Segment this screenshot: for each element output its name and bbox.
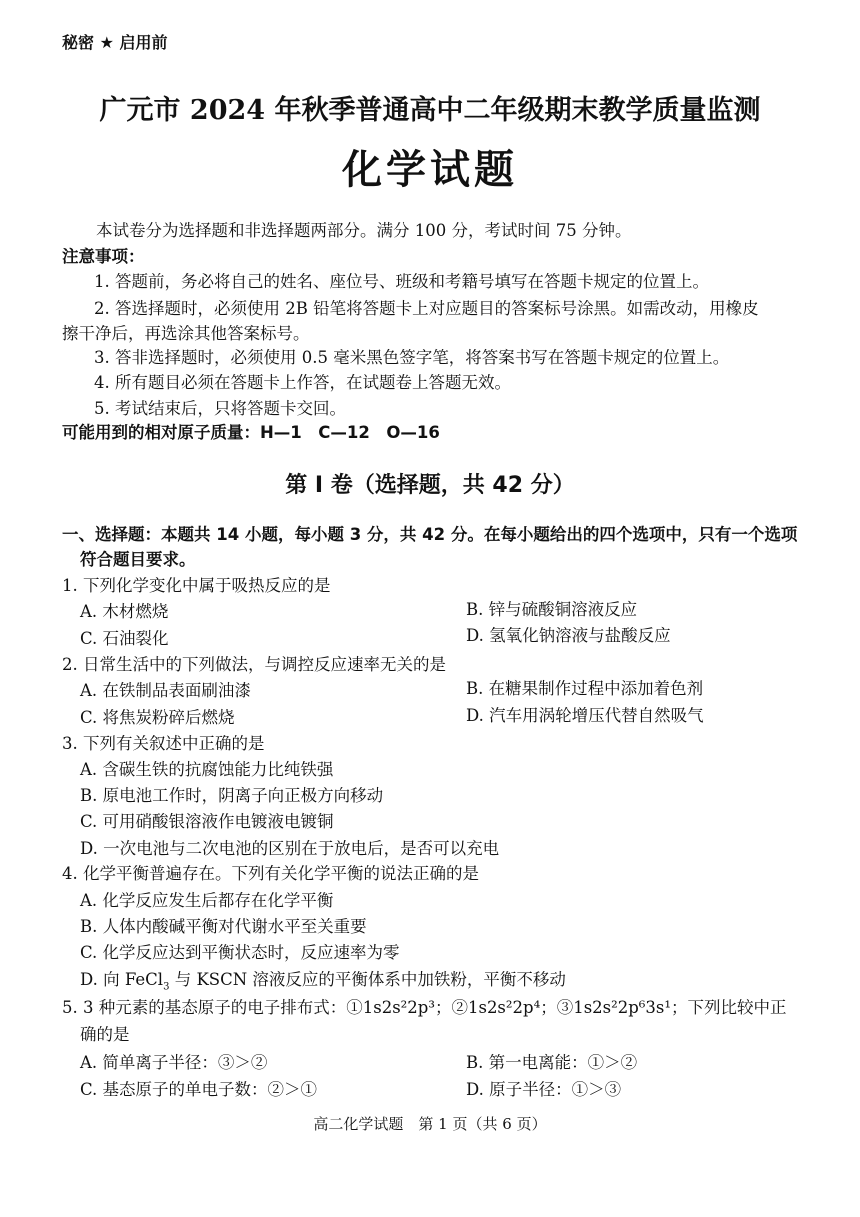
question-5-option-a: A. 简单离子半径：③＞②	[80, 1053, 268, 1072]
question-2-option-c: C. 将焦炭粉碎后燃烧	[80, 708, 235, 727]
question-2-option-b: B. 在糖果制作过程中添加着色剂	[466, 679, 704, 698]
question-5-option-c: C. 基态原子的单电子数：②＞①	[80, 1080, 318, 1099]
question-3-option-d: D. 一次电池与二次电池的区别在于放电后，是否可以充电	[80, 839, 500, 858]
note-5: 5. 考试结束后，只将答题卡交回。	[94, 399, 346, 418]
question-1-option-a: A. 木材燃烧	[80, 602, 169, 621]
note-3: 3. 答非选择题时，必须使用 0.5 毫米黑色签字笔，将答案书写在答题卡规定的位置上。	[94, 348, 730, 367]
confidential-label: 秘密 ★ 启用前	[62, 33, 168, 52]
question-3-option-a: A. 含碳生铁的抗腐蚀能力比纯铁强	[80, 760, 334, 779]
question-1-stem: 1. 下列化学变化中属于吸热反应的是	[62, 576, 331, 595]
question-4-option-a: A. 化学反应发生后都存在化学平衡	[80, 891, 334, 910]
question-3-stem: 3. 下列有关叙述中正确的是	[62, 734, 265, 753]
question-5-option-d: D. 原子半径：①＞③	[466, 1080, 622, 1099]
question-5-option-b: B. 第一电离能：①＞②	[466, 1053, 638, 1072]
question-2-option-a: A. 在铁制品表面刷油漆	[80, 681, 251, 700]
page-footer: 高二化学试题 第 1 页（共 6 页）	[313, 1115, 547, 1133]
note-4: 4. 所有题目必须在答题卡上作答，在试题卷上答题无效。	[94, 373, 511, 392]
electron-config-2: 2s²2p⁴	[486, 998, 541, 1017]
question-4-option-d-sub: 3	[163, 981, 170, 993]
question-5-stem-line-2: 确的是	[80, 1025, 130, 1044]
note-1: 1. 答题前，务必将自己的姓名、座位号、班级和考籍号填写在答题卡规定的位置上。	[94, 272, 709, 291]
subject-title: 化学试题	[342, 146, 518, 193]
question-1-option-b: B. 锌与硫酸铜溶液反应	[466, 600, 638, 619]
question-4-option-d-pre: D. 向 FeCl	[80, 970, 164, 989]
question-4-option-d	[80, 967, 566, 993]
question-5-stem-pre: 5. 3 种元素的基态原子的电子排布式：①1s	[62, 998, 382, 1017]
question-2-option-d: D. 汽车用涡轮增压代替自然吸气	[466, 706, 704, 725]
question-5-stem	[62, 995, 787, 1021]
electron-config-3: 2s²2p⁶3s¹	[592, 998, 672, 1017]
question-4-option-d-post: 与 KSCN 溶液反应的平衡体系中加铁粉，平衡不移动	[169, 970, 566, 989]
question-4-option-c: C. 化学反应达到平衡状态时，反应速率为零	[80, 943, 400, 962]
section-description-line-1: 一、选择题：本题共 14 小题，每小题 3 分，共 42 分。在每小题给出的四个选项中，只有一个选项	[62, 525, 798, 544]
electron-config-1: 2s²2p³	[381, 998, 435, 1017]
question-4-stem: 4. 化学平衡普遍存在。下列有关化学平衡的说法正确的是	[62, 864, 479, 883]
question-1-option-d: D. 氢氧化钠溶液与盐酸反应	[466, 626, 671, 645]
note-2-line-2: 擦干净后，再选涂其他答案标号。	[62, 324, 310, 343]
question-3-option-b: B. 原电池工作时，阴离子向正极方向移动	[80, 786, 384, 805]
note-2-line-1: 2. 答选择题时，必须使用 2B 铅笔将答题卡上对应题目的答案标号涂黑。如需改动，用橡皮	[94, 299, 759, 318]
notes-heading: 注意事项：	[62, 247, 145, 266]
question-1-option-c: C. 石油裂化	[80, 629, 169, 648]
atomic-masses: 可能用到的相对原子质量：H—1 C—12 O—16	[62, 423, 440, 442]
section-description-line-2: 符合题目要求。	[80, 550, 196, 569]
question-5-stem-post: ；下列比较中正	[671, 998, 787, 1017]
exam-intro: 本试卷分为选择题和非选择题两部分。满分 100 分，考试时间 75 分钟。	[96, 221, 632, 240]
exam-title: 广元市 2024 年秋季普通高中二年级期末教学质量监测	[99, 95, 761, 126]
question-3-option-c: C. 可用硝酸银溶液作电镀液电镀铜	[80, 812, 334, 831]
section-title: 第 Ⅰ 卷（选择题，共 42 分）	[285, 473, 575, 498]
question-5-stem-mid-1: ；②1s	[434, 998, 487, 1017]
question-2-stem: 2. 日常生活中的下列做法，与调控反应速率无关的是	[62, 655, 446, 674]
question-5-stem-mid-2: ；③1s	[540, 998, 593, 1017]
question-4-option-b: B. 人体内酸碱平衡对代谢水平至关重要	[80, 917, 367, 936]
